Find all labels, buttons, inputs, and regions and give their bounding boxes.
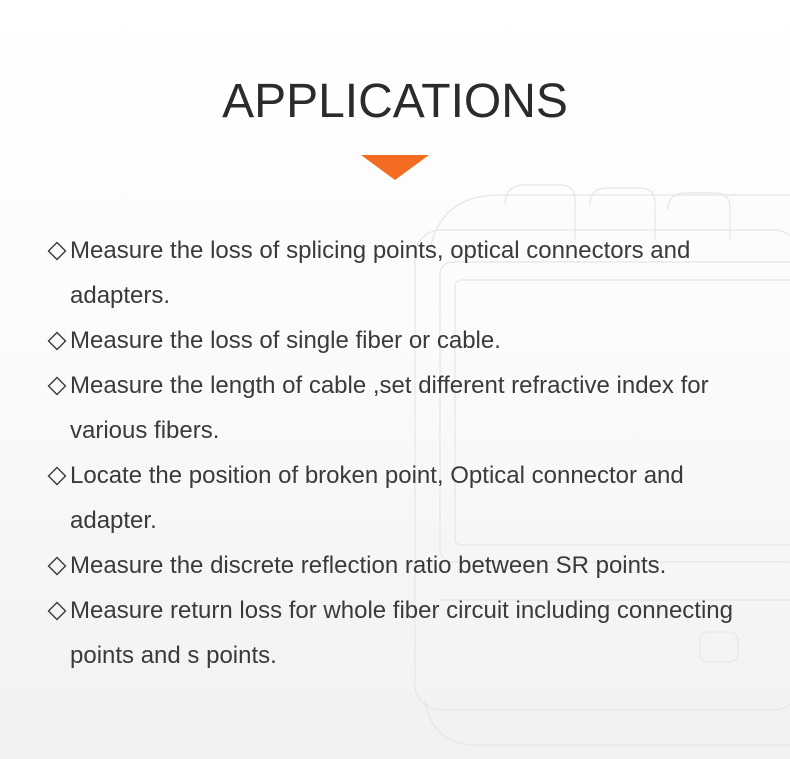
diamond-outline-icon	[47, 241, 67, 261]
diamond-outline-icon	[47, 466, 67, 486]
list-item	[44, 588, 764, 678]
diamond-outline-icon	[47, 556, 67, 576]
diamond-outline-icon	[47, 376, 67, 396]
list-item	[44, 363, 764, 453]
list-item	[44, 228, 764, 318]
list-item-text: Locate the position of broken point, Optical connector and adapter.	[70, 462, 684, 534]
list-item-text: Measure the discrete reflection ratio between SR points.	[70, 552, 667, 579]
page-title: APPLICATIONS	[222, 75, 568, 128]
diamond-outline-icon	[47, 601, 67, 621]
applications-list	[44, 228, 764, 678]
list-item	[44, 543, 764, 588]
list-item-text: Measure the loss of splicing points, optical connectors and adapters.	[70, 237, 691, 309]
list-item	[44, 453, 764, 543]
triangle-down-icon	[361, 155, 429, 180]
list-item	[44, 318, 764, 363]
list-item-text: Measure return loss for whole fiber circuit including connecting points and s points.	[70, 597, 733, 669]
list-item-text: Measure the length of cable ,set different refractive index for various fibers.	[70, 372, 709, 444]
diamond-outline-icon	[47, 331, 67, 351]
list-item-text: Measure the loss of single fiber or cable.	[70, 327, 501, 354]
